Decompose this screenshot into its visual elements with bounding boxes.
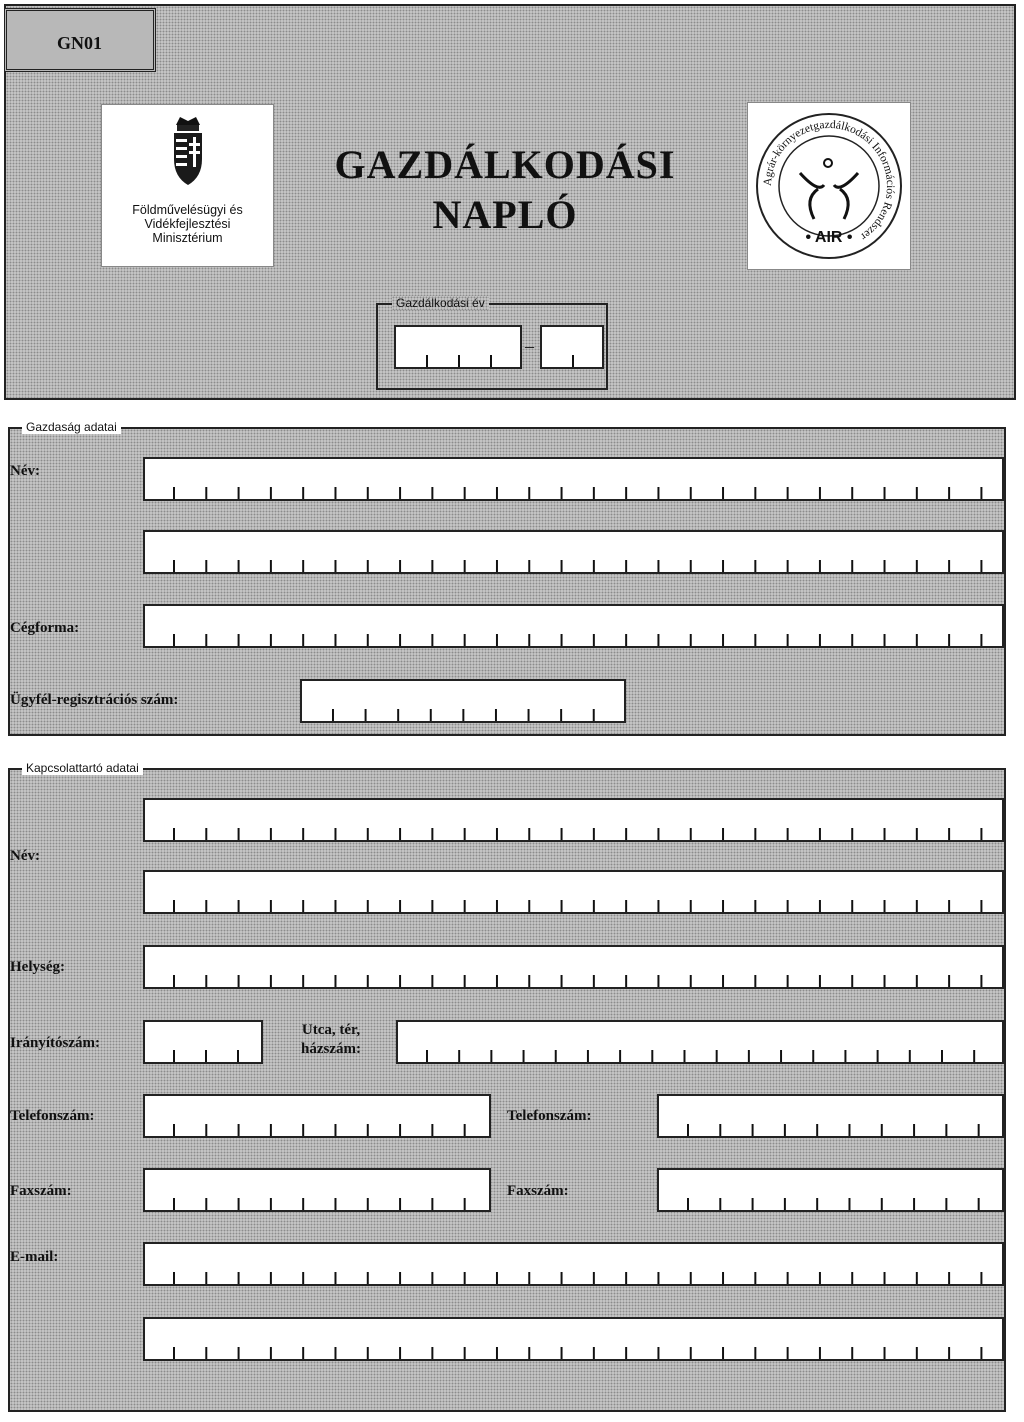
coat-of-arms-icon: [168, 113, 208, 193]
farm-data-legend: Gazdaság adatai: [22, 420, 121, 434]
ministry-line-3: Minisztérium: [152, 231, 223, 245]
phone-input-2[interactable]: [657, 1094, 1004, 1138]
contact-name-label: Név:: [10, 848, 40, 864]
farm-name-input-1[interactable]: [143, 457, 1004, 501]
street-label-line-2: házszám:: [301, 1041, 361, 1057]
farm-name-label: Név:: [10, 463, 40, 479]
form-code: GN01: [57, 33, 102, 53]
air-logo: [747, 102, 911, 270]
year-separator: –: [525, 336, 534, 356]
contact-name-input-1[interactable]: [143, 798, 1004, 842]
zip-input[interactable]: [143, 1020, 263, 1064]
phone-label-2: Telefonszám:: [507, 1108, 592, 1124]
client-reg-input[interactable]: [300, 679, 626, 723]
year-group-legend: Gazdálkodási év: [392, 296, 489, 310]
city-input[interactable]: [143, 945, 1004, 989]
air-center-text: • AIR •: [805, 229, 853, 246]
title-line-2: NAPLÓ: [432, 192, 578, 237]
street-label-line-1: Utca, tér,: [301, 1022, 361, 1038]
fax-label-1: Faxszám:: [10, 1183, 72, 1199]
company-form-input[interactable]: [143, 604, 1004, 648]
client-reg-label: Ügyfél-regisztrációs szám:: [10, 692, 179, 708]
air-ring-text: Agrár-környezetgazdálkodási Információs Rendszer: [761, 118, 897, 243]
street-input[interactable]: [396, 1020, 1004, 1064]
contact-data-panel: [8, 768, 1006, 1412]
fax-input-2[interactable]: [657, 1168, 1004, 1212]
contact-data-legend: Kapcsolattartó adatai: [22, 761, 143, 775]
phone-label-1: Telefonszám:: [10, 1108, 95, 1124]
street-label: [272, 1021, 390, 1059]
page-title: [290, 140, 720, 240]
email-label: E-mail:: [10, 1249, 59, 1265]
fax-label-2: Faxszám:: [507, 1183, 569, 1199]
svg-text:Agrár-környezetgazdálkodási In: [762, 119, 896, 243]
title-line-1: GAZDÁLKODÁSI: [334, 142, 676, 187]
farm-name-input-2[interactable]: [143, 530, 1004, 574]
fax-input-1[interactable]: [143, 1168, 491, 1212]
ministry-line-2: Vidékfejlesztési: [144, 217, 231, 231]
email-input-2[interactable]: [143, 1317, 1004, 1361]
city-label: Helység:: [10, 959, 65, 975]
ministry-line-1: Földművelésügyi és: [132, 203, 243, 217]
phone-input-1[interactable]: [143, 1094, 491, 1138]
email-input-1[interactable]: [143, 1242, 1004, 1286]
ministry-logo: [101, 104, 274, 267]
year-start-input[interactable]: [394, 325, 522, 369]
air-emblem-icon: [748, 103, 910, 269]
contact-name-input-2[interactable]: [143, 870, 1004, 914]
year-end-input[interactable]: [540, 325, 604, 369]
ministry-name: [102, 203, 273, 245]
zip-label: Irányítószám:: [10, 1035, 100, 1051]
form-code-box: [4, 8, 156, 72]
company-form-label: Cégforma:: [10, 620, 80, 636]
